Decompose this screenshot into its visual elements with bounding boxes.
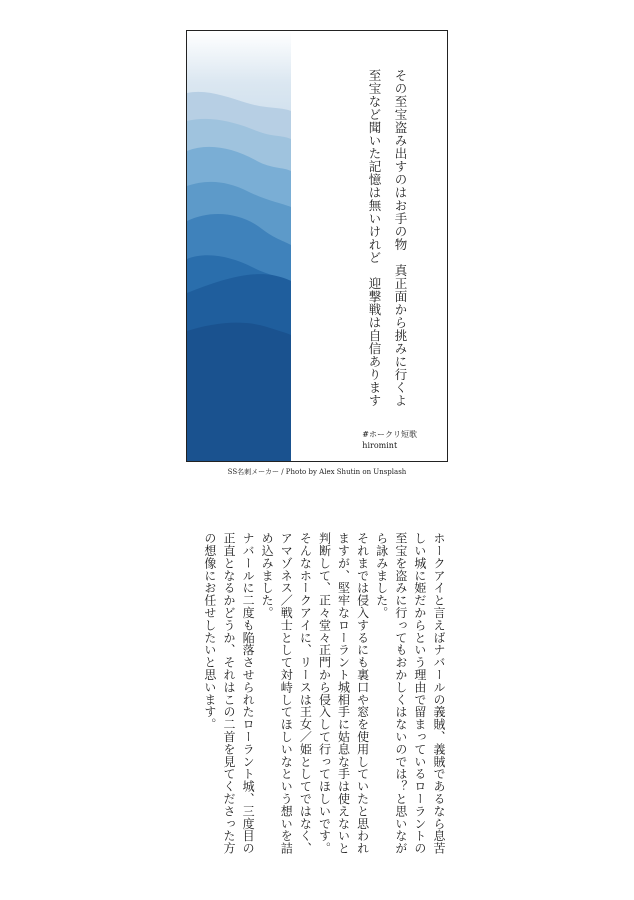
card-credit [362, 429, 417, 451]
image-caption: SS名刺メーカー / Photo by Alex Shutin on Unsplash [227, 468, 407, 476]
tanka-poem [361, 69, 413, 407]
paragraph: そんなホークアイに、リースは王女／姫としてではなく、アマゾネス／戦士として対峙してほしいなという想いを詰め込みました。 [260, 532, 313, 855]
mountain-photo [187, 31, 291, 461]
paragraph: ホークアイと言えばナバールの義賊、義賊であるなら息苦しい城に姫だからという理由で留まっているローラントの至宝を盗みに行ってもおかしくはないのでは？と思いながら詠みました。 [374, 532, 446, 855]
poem-line-1: その至宝盗み出すのはお手の物 真正面から挑みに行くよ [393, 69, 408, 407]
author-name: hiromint [362, 441, 398, 450]
commentary-text [200, 532, 448, 862]
poem-line-2: 至宝など聞いた記憶は無いけれど 迎撃戦は自信あります [367, 69, 382, 407]
hashtag: #ホークリ短歌 [362, 430, 417, 439]
mountain-ridges-image [187, 31, 291, 461]
paragraph: それまでは侵入するにも裏口や窓を使用していたと思われますが、堅牢なローラント城相手に姑息な手は使えないと判断して、正々堂々正門から侵入して行ってほしいです。 [317, 532, 370, 855]
business-card [186, 30, 448, 462]
paragraph: ナバールに二度も陥落させられたローラント城、三度目の正直となるかどうか、それはこの二首を見てくださった方の想像にお任せしたいと思います。 [202, 532, 256, 855]
